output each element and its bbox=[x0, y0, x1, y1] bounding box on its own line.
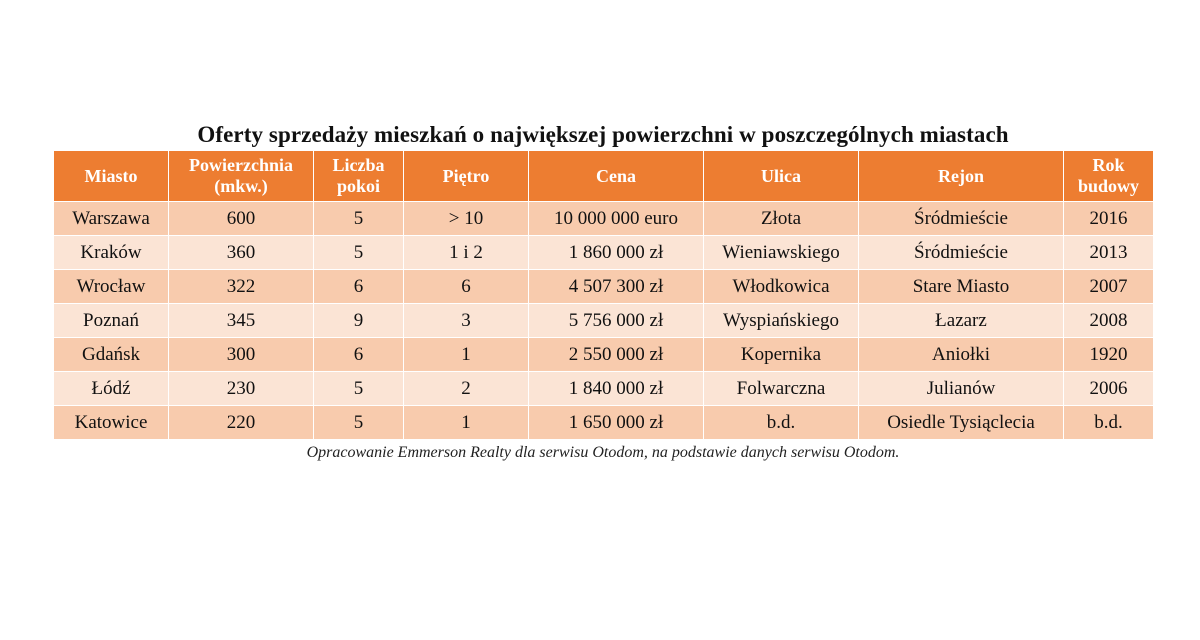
column-header-area bbox=[169, 151, 314, 202]
cell-price: 1 860 000 zł bbox=[529, 236, 704, 270]
table-row bbox=[54, 372, 1154, 406]
column-header-text: pokoi bbox=[336, 176, 381, 196]
cell-street: Włodkowica bbox=[704, 270, 859, 304]
table-row bbox=[54, 338, 1154, 372]
cell-rooms: 6 bbox=[314, 338, 404, 372]
cell-floor: 2 bbox=[404, 372, 529, 406]
table-body bbox=[54, 202, 1154, 440]
cell-year: 2008 bbox=[1064, 304, 1154, 338]
cell-year: 1920 bbox=[1064, 338, 1154, 372]
cell-area: 220 bbox=[169, 406, 314, 440]
cell-rooms: 5 bbox=[314, 202, 404, 236]
cell-street: b.d. bbox=[704, 406, 859, 440]
cell-district: Śródmieście bbox=[859, 236, 1064, 270]
table-row bbox=[54, 406, 1154, 440]
cell-area: 322 bbox=[169, 270, 314, 304]
cell-city: Katowice bbox=[54, 406, 169, 440]
table-title: Oferty sprzedaży mieszkań o największej powierzchni w poszczególnych miastach bbox=[197, 122, 1009, 147]
cell-district: Łazarz bbox=[859, 304, 1064, 338]
cell-floor: 6 bbox=[404, 270, 529, 304]
cell-rooms: 5 bbox=[314, 406, 404, 440]
column-header-text: Rejon bbox=[938, 165, 984, 186]
cell-city: Poznań bbox=[54, 304, 169, 338]
column-header-year bbox=[1064, 151, 1154, 202]
column-header-floor bbox=[404, 151, 529, 202]
cell-district: Julianów bbox=[859, 372, 1064, 406]
cell-area: 345 bbox=[169, 304, 314, 338]
table-row bbox=[54, 304, 1154, 338]
cell-area: 600 bbox=[169, 202, 314, 236]
cell-district: Osiedle Tysiąclecia bbox=[859, 406, 1064, 440]
cell-rooms: 6 bbox=[314, 270, 404, 304]
cell-street: Wyspiańskiego bbox=[704, 304, 859, 338]
cell-city: Warszawa bbox=[54, 202, 169, 236]
cell-area: 230 bbox=[169, 372, 314, 406]
table-row bbox=[54, 270, 1154, 304]
column-header-street bbox=[704, 151, 859, 202]
cell-year: 2013 bbox=[1064, 236, 1154, 270]
column-header-text: budowy bbox=[1077, 176, 1140, 196]
column-header-district bbox=[859, 151, 1064, 202]
cell-rooms: 5 bbox=[314, 236, 404, 270]
cell-floor: 1 bbox=[404, 406, 529, 440]
cell-city: Łódź bbox=[54, 372, 169, 406]
column-header-price bbox=[529, 151, 704, 202]
cell-floor: 1 i 2 bbox=[404, 236, 529, 270]
offers-table bbox=[53, 150, 1154, 440]
cell-price: 4 507 300 zł bbox=[529, 270, 704, 304]
cell-district: Stare Miasto bbox=[859, 270, 1064, 304]
column-header-text: Piętro bbox=[442, 165, 490, 186]
column-header-text: Powierzchnia bbox=[189, 155, 293, 175]
cell-year: 2006 bbox=[1064, 372, 1154, 406]
cell-city: Wrocław bbox=[54, 270, 169, 304]
cell-floor: 1 bbox=[404, 338, 529, 372]
cell-street: Wieniawskiego bbox=[704, 236, 859, 270]
cell-city: Kraków bbox=[54, 236, 169, 270]
column-header-text: Ulica bbox=[761, 165, 801, 186]
table-row bbox=[54, 202, 1154, 236]
column-header-text: Liczba bbox=[332, 155, 385, 175]
cell-rooms: 5 bbox=[314, 372, 404, 406]
table-row bbox=[54, 236, 1154, 270]
cell-price: 2 550 000 zł bbox=[529, 338, 704, 372]
cell-area: 300 bbox=[169, 338, 314, 372]
cell-city: Gdańsk bbox=[54, 338, 169, 372]
document bbox=[53, 120, 1153, 466]
cell-area: 360 bbox=[169, 236, 314, 270]
cell-district: Śródmieście bbox=[859, 202, 1064, 236]
cell-year: 2016 bbox=[1064, 202, 1154, 236]
column-header-text: Cena bbox=[596, 165, 636, 186]
column-header-text: Rok bbox=[1092, 155, 1125, 175]
table-header-row bbox=[54, 151, 1154, 202]
cell-price: 10 000 000 euro bbox=[529, 202, 704, 236]
cell-year: b.d. bbox=[1064, 406, 1154, 440]
source-note: Opracowanie Emmerson Realty dla serwisu Otodom, na podstawie danych serwisu Otodom. bbox=[306, 444, 900, 461]
cell-floor: > 10 bbox=[404, 202, 529, 236]
column-header-city bbox=[54, 151, 169, 202]
cell-street: Złota bbox=[704, 202, 859, 236]
cell-street: Folwarczna bbox=[704, 372, 859, 406]
cell-price: 5 756 000 zł bbox=[529, 304, 704, 338]
column-header-text: (mkw.) bbox=[214, 176, 268, 196]
cell-street: Kopernika bbox=[704, 338, 859, 372]
cell-rooms: 9 bbox=[314, 304, 404, 338]
cell-floor: 3 bbox=[404, 304, 529, 338]
cell-year: 2007 bbox=[1064, 270, 1154, 304]
cell-district: Aniołki bbox=[859, 338, 1064, 372]
cell-price: 1 840 000 zł bbox=[529, 372, 704, 406]
column-header-text: Miasto bbox=[84, 165, 138, 186]
cell-price: 1 650 000 zł bbox=[529, 406, 704, 440]
column-header-rooms bbox=[314, 151, 404, 202]
